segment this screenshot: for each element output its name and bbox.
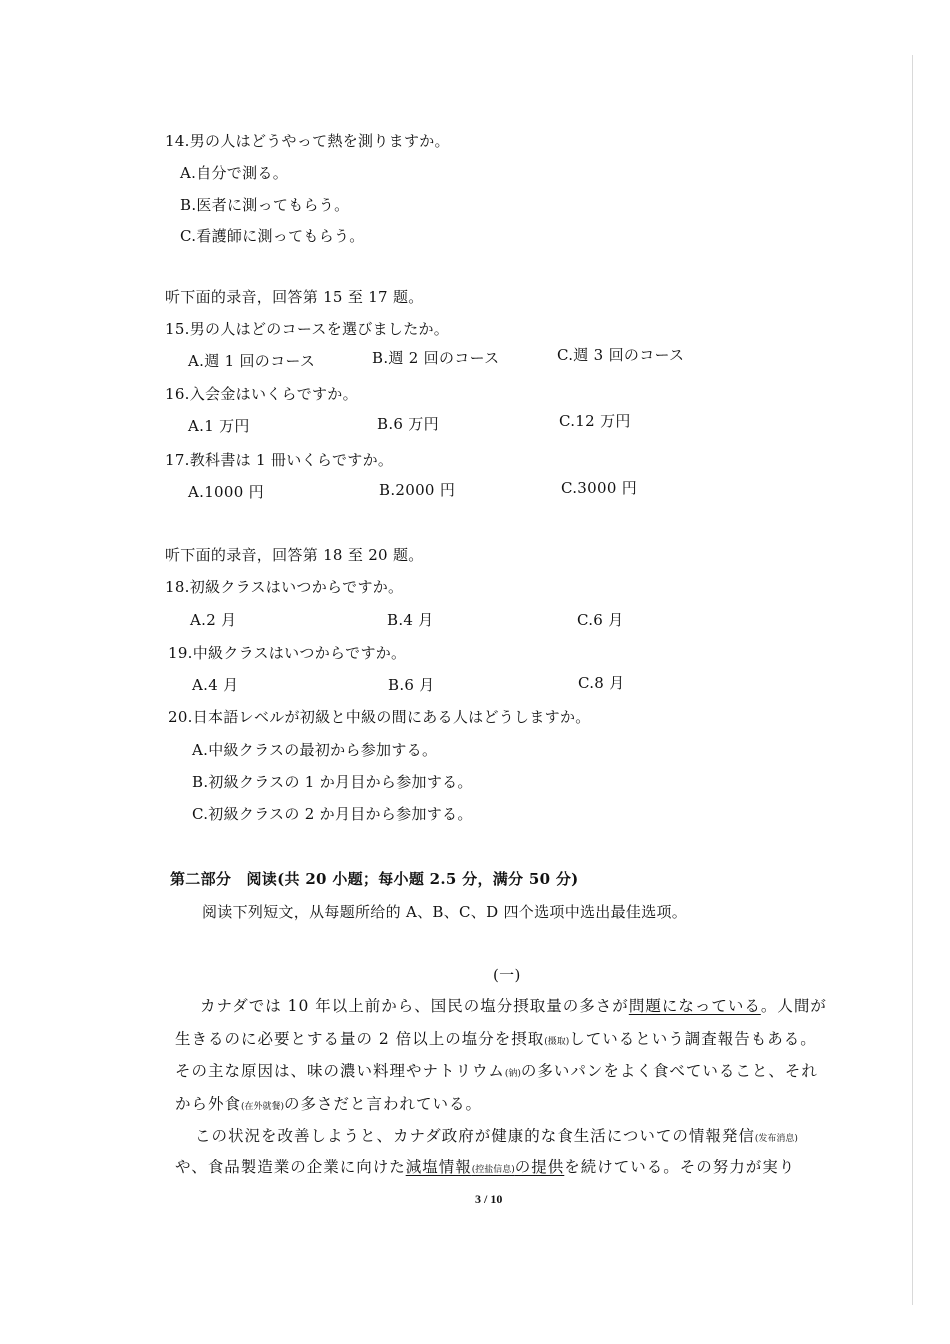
passage-line-1: カナダでは 10 年以上前から、国民の塩分摂取量の多さが問題になっている。人間が [200, 997, 827, 1015]
passage-line-2: 生きるのに必要とする量の 2 倍以上の塩分を摂取(摄取)しているという調査報告もある。 [175, 1030, 817, 1048]
passage-line-3: その主な原因は、味の濃い料理やナトリウム(钠)の多いパンをよく食べていること、それ [175, 1062, 818, 1080]
question-15-option-b: B.週 2 回のコース [372, 349, 500, 367]
listening-instruction-15-17: 听下面的录音，回答第 15 至 17 题。 [165, 288, 424, 306]
question-15-option-a: A.週 1 回のコース [188, 352, 316, 370]
question-14-option-b: B.医者に測ってもらう。 [180, 196, 350, 214]
question-19-option-b: B.6 月 [388, 676, 435, 694]
annotation-natrium: (钠) [504, 1069, 521, 1079]
question-14-stem: 14.男の人はどうやって熱を測りますか。 [165, 132, 450, 150]
part-2-instruction: 阅读下列短文，从每题所给的 A、B、C、D 四个选项中选出最佳选项。 [202, 903, 688, 921]
question-20-stem: 20.日本語レベルが初級と中級の間にある人はどうしますか。 [168, 708, 591, 726]
question-15-stem: 15.男の人はどのコースを選びましたか。 [165, 320, 450, 338]
question-19-option-a: A.4 月 [192, 676, 239, 694]
question-18-stem: 18.初級クラスはいつからですか。 [165, 578, 404, 596]
question-14-option-c: C.看護師に測ってもらう。 [180, 227, 365, 245]
question-16-stem: 16.入会金はいくらですか。 [165, 385, 358, 403]
question-18-option-a: A.2 月 [190, 611, 237, 629]
question-17-option-a: A.1000 円 [188, 483, 264, 501]
page-number: 3 / 10 [475, 1192, 503, 1206]
question-16-option-a: A.1 万円 [188, 417, 250, 435]
part-2-heading: 第二部分 阅读(共 20 小题；每小题 2.5 分，满分 50 分) [170, 870, 579, 888]
annotation-hasshin: (发布消息) [754, 1134, 798, 1144]
question-19-stem: 19.中級クラスはいつからですか。 [168, 644, 407, 662]
question-18-option-b: B.4 月 [387, 611, 434, 629]
question-18-option-c: C.6 月 [577, 611, 624, 629]
question-15-option-c: C.週 3 回のコース [557, 346, 685, 364]
annotation-sesshu: (摄取) [544, 1037, 570, 1047]
question-20-option-b: B.初級クラスの 1 か月目から参加する。 [192, 773, 473, 791]
scan-edge-line [912, 55, 913, 1305]
question-17-option-c: C.3000 円 [561, 479, 638, 497]
passage-line-5: この状況を改善しようと、カナダ政府が健康的な食生活についての情報発信(发布消息) [195, 1127, 798, 1145]
question-20-option-c: C.初級クラスの 2 か月目から参加する。 [192, 805, 473, 823]
question-16-option-b: B.6 万円 [377, 415, 439, 433]
annotation-genen: (控盐信息) [471, 1165, 515, 1175]
question-16-option-c: C.12 万円 [559, 412, 631, 430]
question-17-stem: 17.教科書は 1 冊いくらですか。 [165, 451, 394, 469]
passage-line-4: から外食(在外就餐)の多さだと言われている。 [175, 1095, 483, 1113]
listening-instruction-18-20: 听下面的录音，回答第 18 至 20 题。 [165, 546, 424, 564]
annotation-gaishoku: (在外就餐) [241, 1102, 285, 1112]
question-17-option-b: B.2000 円 [379, 481, 456, 499]
question-20-option-a: A.中級クラスの最初から参加する。 [192, 741, 438, 759]
underlined-phrase-2: 減塩情報(控盐信息)の提供 [405, 1158, 565, 1176]
passage-line-6: や、食品製造業の企業に向けた減塩情報(控盐信息)の提供を続けている。その努力が実り [175, 1158, 796, 1176]
question-19-option-c: C.8 月 [578, 674, 625, 692]
question-14-option-a: A.自分で測る。 [180, 164, 289, 182]
section-label: (一) [493, 966, 521, 984]
underlined-phrase-1: 問題になっている [628, 997, 761, 1015]
